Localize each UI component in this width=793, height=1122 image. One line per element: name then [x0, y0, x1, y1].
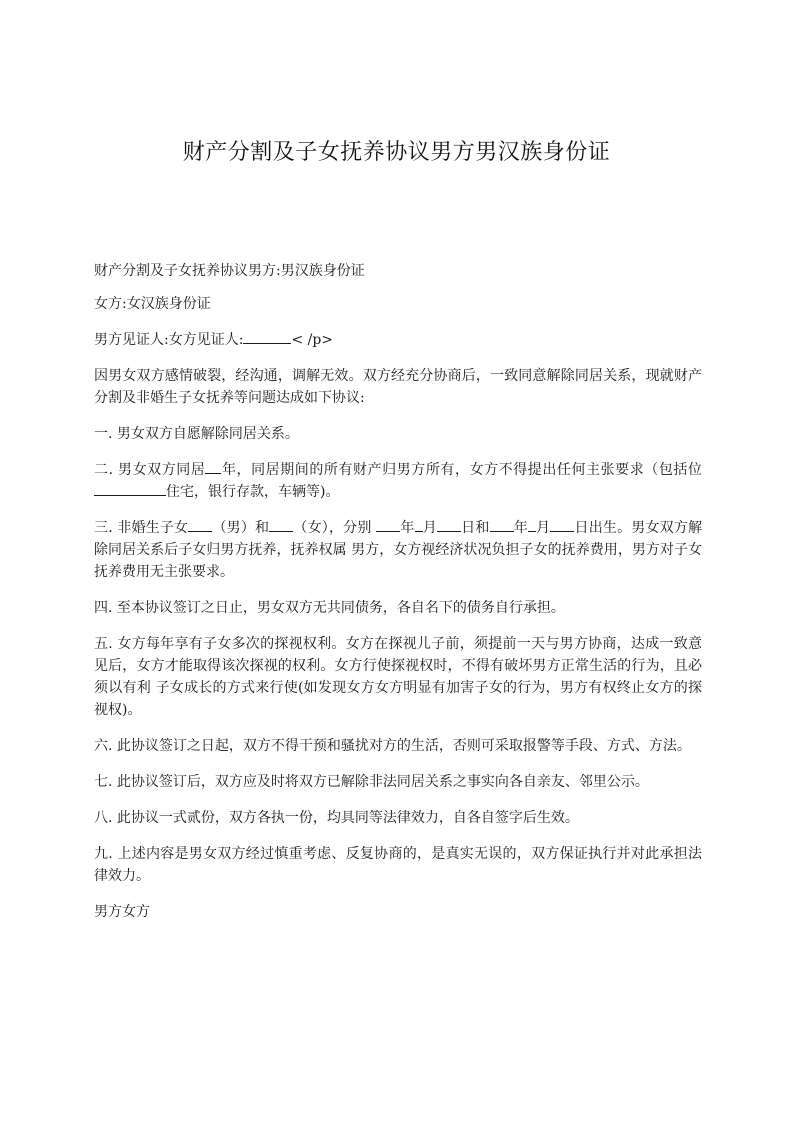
fill-in-blank: [205, 460, 221, 474]
paragraph-text: 年: [400, 520, 415, 536]
clause-5: [94, 633, 702, 721]
fill-in-blank: [550, 518, 574, 532]
paragraph-text: 月: [535, 520, 551, 536]
fill-in-blank: [94, 482, 166, 496]
paragraph-text: 年，同居期间的所有财产归男方所有，女方不得提出任何主张要求（包括位: [221, 462, 707, 478]
paragraph-text: 男方见证人:女方见证人:: [94, 332, 244, 348]
paragraph-text: 月: [422, 520, 437, 536]
paragraph-text: 八. 此协议一式贰份，双方各执一份，均具同等法律效力，自各自签字后生效。: [94, 810, 579, 826]
fill-in-blank: [437, 518, 461, 532]
fill-in-blank: [415, 518, 423, 532]
paragraph-text: 二. 男女双方同居: [94, 462, 206, 478]
paragraph-text: 七. 此协议签订后，双方应及时将双方已解除非法同居关系之事实向各自亲友、邻里公示。: [94, 774, 649, 790]
fill-in-blank: [528, 518, 536, 532]
paragraph-text: 年: [513, 520, 528, 536]
paragraph-text: 三. 非婚生子女: [94, 520, 189, 536]
preamble-paragraph: [94, 365, 702, 409]
clause-4: [94, 597, 702, 619]
fill-in-blank: [269, 518, 293, 532]
fill-in-blank: [376, 518, 400, 532]
paragraph-text: 男方女方: [94, 904, 150, 920]
paragraph-text: （男）和: [212, 520, 270, 536]
fill-in-blank: [490, 518, 514, 532]
document-body: [94, 260, 707, 937]
paragraph-text: 因男女双方感情破裂，经沟通，调解无效。双方经充分协商后，一致同意解除同居关系，现就财产分割及非婚生子女抚养等问题达成如下协议:: [94, 368, 702, 406]
paragraph-text: 一. 男女双方自愿解除同居关系。: [94, 426, 299, 442]
paragraph-text: 九. 上述内容是男女双方经过慎重考虑、反复协商的，是真实无误的，双方保证执行并对此承担法律效力。: [94, 846, 702, 884]
document-title: 财产分割及子女抚养协议男方男汉族身份证: [182, 140, 611, 165]
fill-in-blank: [243, 330, 291, 344]
clause-7: [94, 771, 702, 793]
clause-3: [94, 517, 702, 583]
paragraph-text: 日出生。男女双方解除同居关系后子女归男方抚养，抚养权属 男方，女方视经济状况负担子女的抚养费用，男方对子女抚养费用无主张要求。: [94, 520, 703, 580]
paragraph-text: 五. 女方每年享有子女多次的探视权利。女方在探视儿子前，须提前一天与男方协商，达成一致意见后，女方才能取得该次探视的权利。女方行使探视权时，不得有破坏男方正常生活的行为，且必须以有利 子女成长的方式来行使(如发现女方女方明显有加害子女的行为，男方有权终止女方的探视权)。: [94, 636, 702, 718]
paragraph-text: 女方:女汉族身份证: [94, 296, 211, 312]
clause-1: [94, 423, 702, 445]
paragraph-text: （女），分别: [293, 520, 377, 536]
fill-in-blank: [188, 518, 212, 532]
clause-9: [94, 843, 702, 887]
clause-2: [94, 459, 707, 503]
witness-line: [94, 329, 702, 351]
paragraph-text: < /p>: [291, 332, 334, 348]
paragraph-text: 住宅，银行存款，车辆等)。: [166, 484, 340, 500]
paragraph-text: 日和: [460, 520, 490, 536]
party-male-line: [94, 260, 702, 282]
paragraph-text: 四. 至本协议签订之日止，男女双方无共同债务，各自名下的债务自行承担。: [94, 600, 565, 616]
clause-6: [94, 735, 702, 757]
party-female-line: [94, 293, 702, 315]
signature-line: [94, 901, 702, 923]
paragraph-text: 六. 此协议签订之日起，双方不得干预和骚扰对方的生活，否则可采取报警等手段、方式、方法。: [94, 738, 691, 754]
paragraph-text: 财产分割及子女抚养协议男方:男汉族身份证: [94, 263, 365, 279]
clause-8: [94, 807, 702, 829]
